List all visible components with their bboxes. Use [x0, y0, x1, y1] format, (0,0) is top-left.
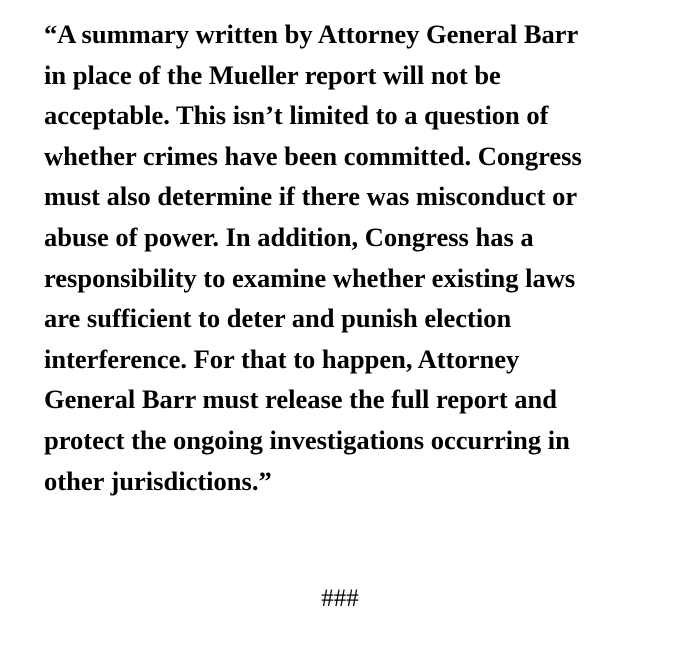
statement-line: protect the ongoing investigations occurring in — [44, 424, 570, 455]
statement-line: abuse of power. In addition, Congress has a — [44, 221, 534, 252]
statement-line: acceptable. This isn’t limited to a question of — [44, 100, 549, 131]
statement-line: in place of the Mueller report will not be — [44, 59, 501, 90]
statement-line: General Barr must release the full report and — [44, 384, 557, 415]
end-of-release-mark: ### — [321, 585, 359, 612]
statement-line: whether crimes have been committed. Congress — [44, 140, 582, 171]
statement-line: interference. For that to happen, Attorney — [44, 343, 520, 374]
statement-line: are sufficient to deter and punish election — [44, 303, 512, 334]
statement-line: responsibility to examine whether existing laws — [44, 262, 576, 293]
statement-line: other jurisdictions.” — [44, 465, 272, 496]
statement-line: “A summary written by Attorney General Barr — [44, 19, 579, 49]
statement-line: must also determine if there was misconduct or — [44, 181, 578, 212]
statement-quote — [44, 14, 644, 501]
